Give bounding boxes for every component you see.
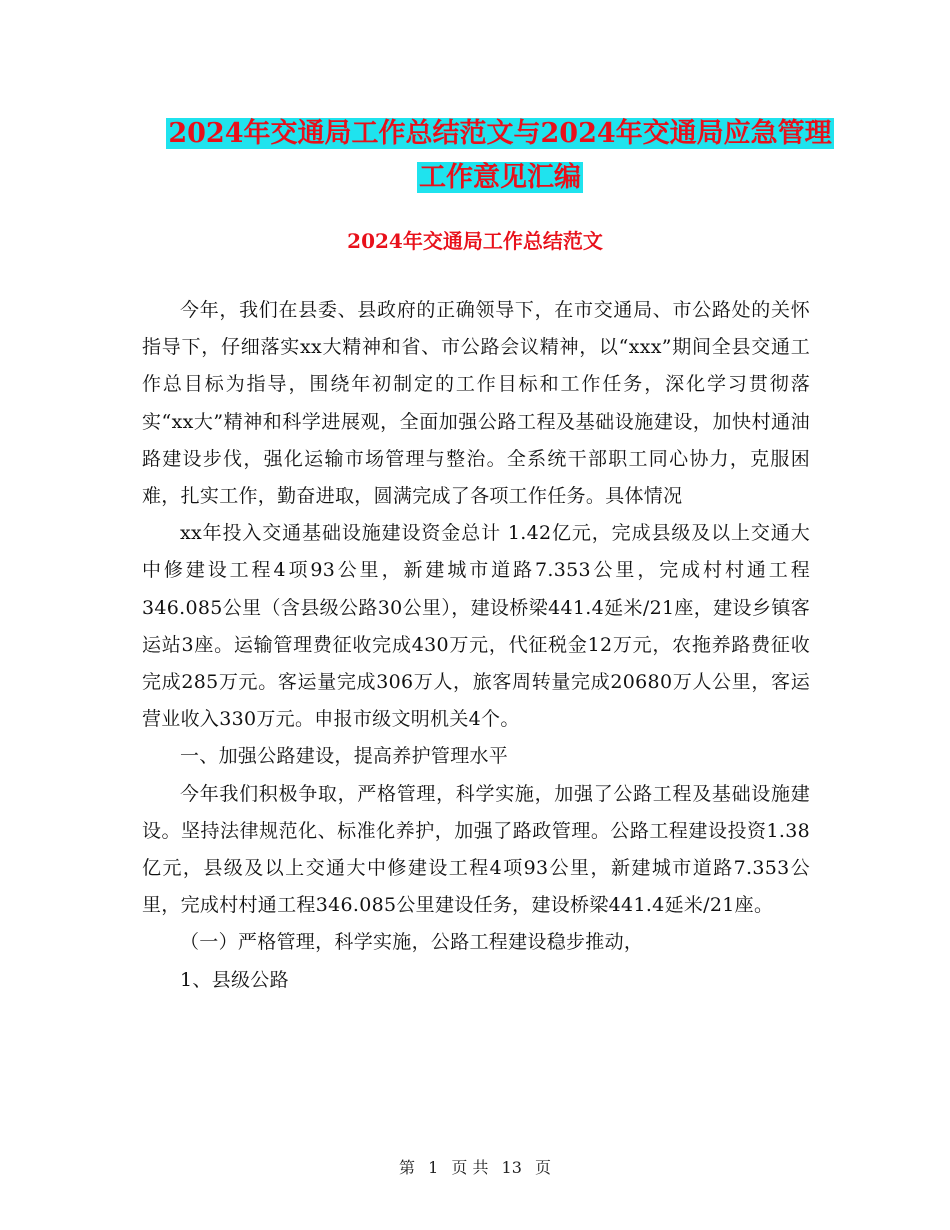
title-line-1-text: 2024年交通局工作总结范文与2024年交通局应急管理 — [168, 118, 832, 149]
document-title — [110, 112, 890, 200]
title-line-1 — [110, 112, 890, 156]
title-line-2-text: 工作意见汇编 — [419, 162, 581, 193]
section-heading: 2024年交通局工作总结范文 — [347, 229, 603, 253]
paragraph-5: （一）严格管理，科学实施，公路工程建设稳步推动， — [180, 931, 644, 954]
footer-middle: 页 共 — [451, 1158, 489, 1177]
title-line-2 — [110, 156, 890, 200]
paragraph-6: 1、县级公路 — [180, 968, 289, 991]
page-footer — [0, 1155, 950, 1178]
footer-total-pages: 13 — [501, 1158, 522, 1177]
paragraph-3: 一、加强公路建设，提高养护管理水平 — [180, 745, 509, 768]
footer-page-number: 1 — [428, 1158, 439, 1177]
paragraph-4: 今年我们积极争取，严格管理，科学实施，加强了公路工程及基础设施建设。坚持法律规范化、标准化养护，加强了路政管理。公路工程建设投资1.38亿元，县级及以上交通大中修建设工程4项93公里，新建城市道路7.353公里，完成村村通工程346.085公里建设任务，建设桥梁441.4延米/21座。 — [142, 782, 810, 917]
paragraph-1: 今年，我们在县委、县政府的正确领导下，在市交通局、市公路处的关怀指导下，仔细落实xx大精神和省、市公路会议精神，以“xxx”期间全县交通工作总目标为指导，围绕年初制定的工作目标和工作任务，深化学习贯彻落实“xx大”精神和科学进展观，全面加强公路工程及基础设施建设，加快村通油路建设步伐，强化运输市场管理与整治。全系统干部职工同心协力，克服困难，扎实工作，勤奋进取，圆满完成了各项工作任务。具体情况 — [142, 299, 810, 508]
body-text — [142, 292, 810, 999]
paragraph-2: xx年投入交通基础设施建设资金总计 1.42亿元，完成县级及以上交通大中修建设工程4项93公里，新建城市道路7.353公里，完成村村通工程346.085公里（含县级公路30公里），建设桥梁441.4延米/21座，建设乡镇客运站3座。运输管理费征收完成430万元，代征税金12万元，农拖养路费征收完成285万元。客运量完成306万人，旅客周转量完成20680万人公里，客运营业收入330万元。申报市级文明机关4个。 — [142, 522, 810, 731]
footer-suffix: 页 — [535, 1158, 552, 1177]
footer-prefix: 第 — [398, 1158, 415, 1177]
